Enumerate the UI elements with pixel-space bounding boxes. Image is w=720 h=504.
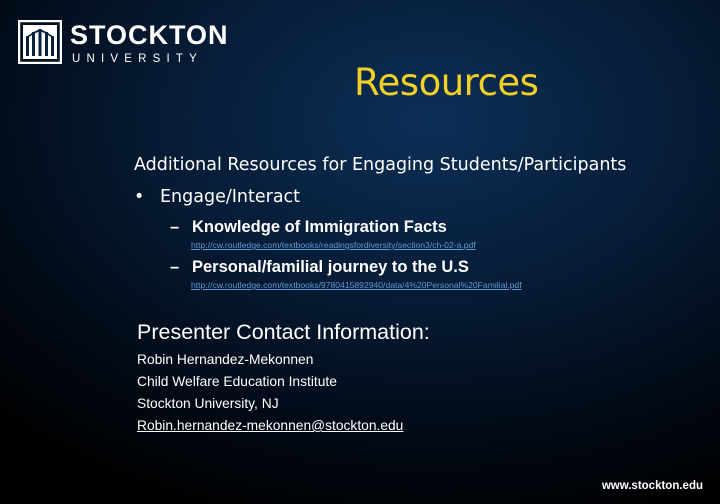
contact-heading: Presenter Contact Information: (137, 320, 430, 344)
presenter-name: Robin Hernandez-Mekonnen (137, 352, 314, 367)
slide-title: Resources (354, 61, 539, 104)
footer-website: www.stockton.edu (601, 480, 703, 492)
bullet-label: Engage/Interact (160, 187, 301, 207)
intro-text: Additional Resources for Engaging Students/Participants (134, 155, 627, 175)
sub-item-immigration-facts (170, 216, 447, 238)
logo-subtitle: UNIVERSITY (72, 53, 204, 65)
immigration-facts-link[interactable]: http://cw.routledge.com/textbooks/readingsfordiversity/section3/ch-02-a.pdf (191, 240, 476, 250)
dash-marker: – (170, 218, 180, 236)
bullet-marker: • (134, 187, 145, 207)
sub-item-label: Knowledge of Immigration Facts (192, 218, 447, 236)
logo-wordmark: STOCKTON (70, 20, 229, 50)
bullet-item-engage (134, 184, 300, 210)
presenter-organization: Child Welfare Education Institute (137, 374, 337, 389)
university-logo (18, 20, 229, 68)
presenter-email-link[interactable]: Robin.hernandez-mekonnen@stockton.edu (137, 418, 404, 433)
stockton-tree-logo-icon (18, 20, 62, 64)
presenter-location: Stockton University, NJ (137, 396, 279, 411)
sub-item-personal-journey (170, 256, 469, 278)
dash-marker: – (170, 258, 180, 276)
sub-item-label: Personal/familial journey to the U.S (192, 258, 469, 276)
personal-journey-link[interactable]: http://cw.routledge.com/textbooks/9780415892940/data/4%20Personal%20Familial.pdf (191, 280, 522, 290)
